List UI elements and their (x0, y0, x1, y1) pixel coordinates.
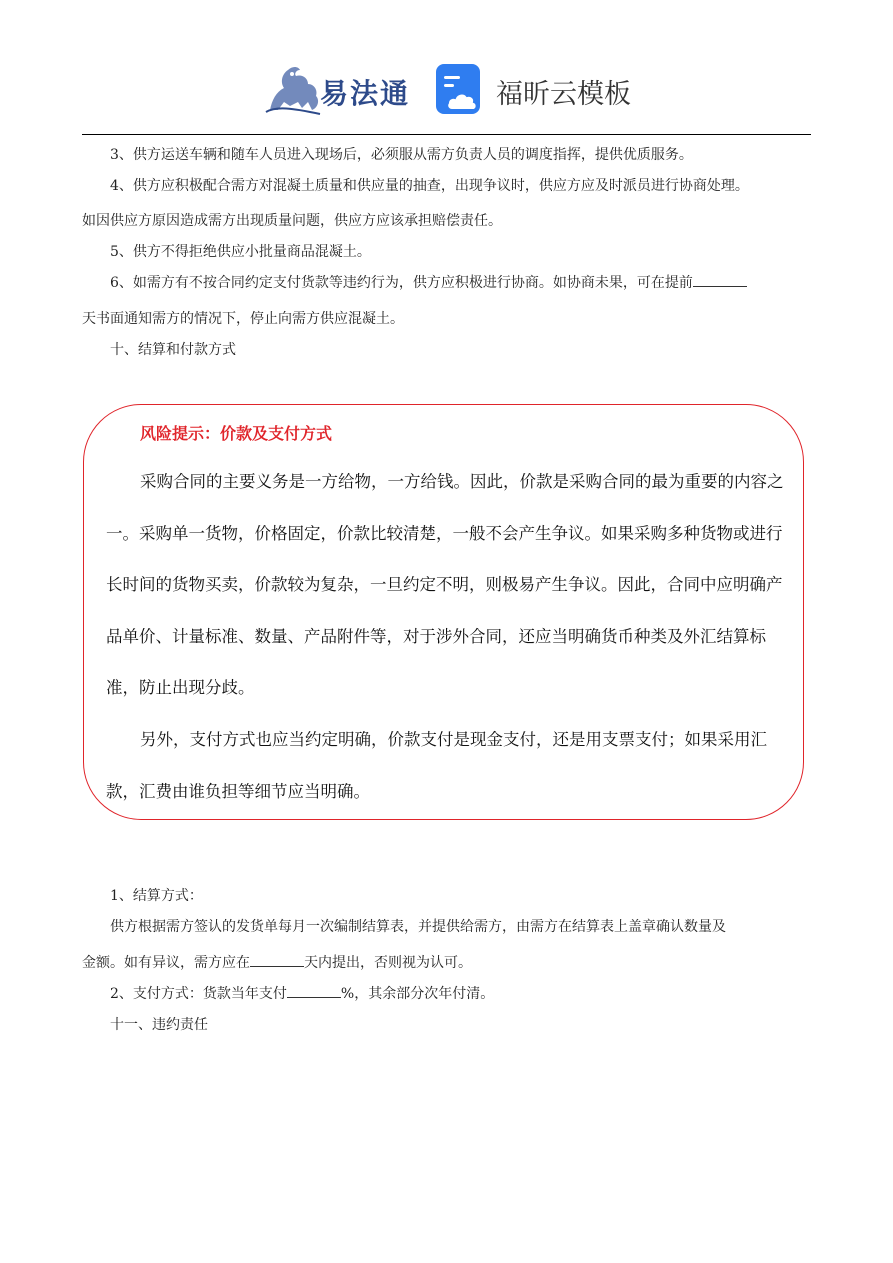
clause-9-6-cont: 天书面通知需方的情况下，停止向需方供应混凝土。 (82, 311, 404, 327)
clause-9-4-cont: 如因供应方原因造成需方出现质量问题，供应方应该承担赔偿责任。 (82, 213, 502, 229)
settlement-objection-text-b: 天内提出，否则视为认可。 (304, 955, 472, 971)
cloud-document-icon (436, 64, 486, 118)
payment-method-text-b: %，其余部分次年付清。 (340, 986, 495, 1002)
settlement-method-text: 供方根据需方签认的发货单每月一次编制结算表，并提供给需方，由需方在结算表上盖章确认数量及 (110, 919, 726, 935)
header-divider (82, 134, 811, 135)
settlement-objection-text-a: 金额。如有异议，需方应在 (82, 955, 250, 971)
clause-9-5: 5、供方不得拒绝供应小批量商品混凝土。 (110, 244, 371, 260)
days-blank[interactable] (693, 274, 747, 287)
clause-9-3: 3、供方运送车辆和随车人员进入现场后，必须服从需方负责人员的调度指挥，提供优质服务。 (110, 147, 693, 163)
settlement-objection-line (82, 953, 811, 973)
objection-days-blank[interactable] (250, 954, 304, 967)
section-10-heading: 十、结算和付款方式 (110, 342, 236, 358)
risk-tip-paragraph-1: 采购合同的主要义务是一方给物，一方给钱。因此，价款是采购合同的最为重要的内容之一。采购单一货物，价格固定，价款比较清楚，一般不会产生争议。如果采购多种货物或进行长时间的货物买卖，价款较为复杂，一旦约定不明，则极易产生争议。因此，合同中应明确产品单价、计量标准、数量、产品附件等，对于涉外合同，还应当明确货币种类及外汇结算标准，防止出现分歧。 (106, 472, 784, 697)
payment-method-text-a: 2、支付方式：货款当年支付 (110, 986, 287, 1002)
qilin-icon (262, 62, 324, 118)
section-11-heading: 十一、违约责任 (110, 1017, 208, 1033)
risk-tip-paragraph-2: 另外，支付方式也应当约定明确，价款支付是现金支付，还是用支票支付；如果采用汇款，汇费由谁负担等细节应当明确。 (106, 730, 767, 801)
payment-percent-blank[interactable] (287, 985, 341, 998)
yifatong-logo (262, 62, 412, 118)
settlement-method-label: 1、结算方式： (110, 888, 203, 904)
clause-9-4: 4、供方应积极配合需方对混凝土质量和供应量的抽查，出现争议时，供应方应及时派员进行协商处理。 (110, 178, 749, 194)
page-header (0, 0, 893, 135)
foxit-cloud-template-logo (436, 64, 636, 120)
risk-tip-title: 风险提示：价款及支付方式 (140, 424, 333, 443)
logo-left-text: 易法通 (320, 77, 411, 110)
clause-9-6-text: 6、如需方有不按合同约定支付货款等违约行为，供方应积极进行协商。如协商未果，可在提前 (110, 275, 693, 291)
payment-method-line (82, 984, 839, 1004)
clause-9-6 (82, 273, 839, 293)
logo-right-text: 福昕云模板 (496, 79, 631, 110)
